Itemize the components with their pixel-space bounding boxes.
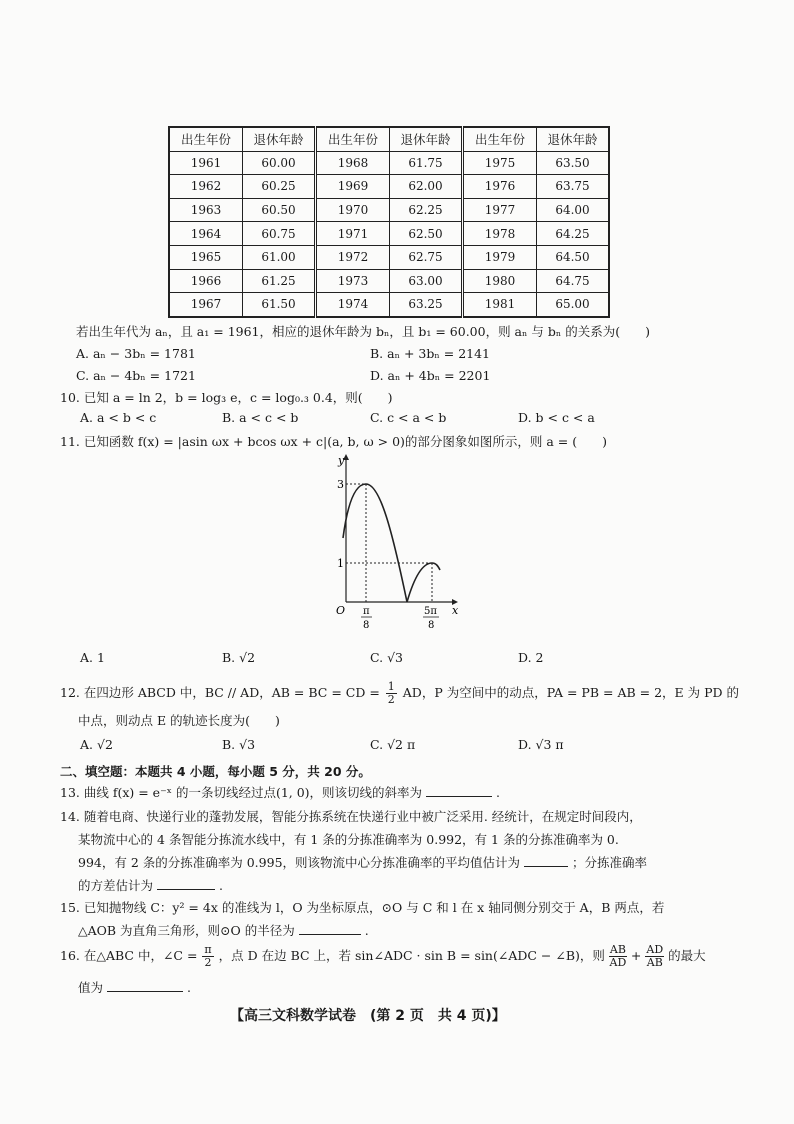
birth-year-cell: 1981 bbox=[463, 293, 537, 317]
q12-option-b: B. √3 bbox=[222, 737, 256, 752]
q12-frac-den: 2 bbox=[387, 693, 395, 706]
q9-stem: 若出生年代为 aₙ，且 a₁ = 1961，相应的退休年龄为 bₙ，且 b₁ = 60.00，则 aₙ 与 bₙ 的关系为( ) bbox=[76, 324, 650, 339]
q15-line2-pre: △AOB 为直角三角形，则⊙O 的半径为 bbox=[78, 923, 295, 938]
y-label: y bbox=[338, 454, 345, 467]
retirement-age-cell: 62.00 bbox=[390, 175, 463, 199]
table-header-row bbox=[169, 127, 609, 151]
birth-year-cell: 1965 bbox=[169, 245, 243, 269]
y-tick-1: 1 bbox=[337, 557, 344, 570]
q10-option-c: C. c < a < b bbox=[370, 410, 447, 425]
birth-year-cell: 1971 bbox=[316, 222, 390, 246]
q9-option-d: D. aₙ + 4bₙ = 2201 bbox=[370, 368, 491, 383]
q16-fraction-ad-ab bbox=[645, 944, 664, 969]
q11-function-graph bbox=[318, 452, 458, 642]
retirement-age-cell: 63.25 bbox=[390, 293, 463, 317]
table-row bbox=[169, 245, 609, 269]
q11-option-b: B. √2 bbox=[222, 650, 256, 665]
retirement-age-cell: 62.50 bbox=[390, 222, 463, 246]
q15-line2 bbox=[78, 921, 369, 939]
birth-year-cell: 1970 bbox=[316, 198, 390, 222]
q16-fraction-ab-ad bbox=[609, 944, 627, 969]
page-footer: 【高三文科数学试卷 (第 2 页 共 4 页)】 bbox=[230, 1008, 506, 1024]
retirement-age-cell: 60.00 bbox=[243, 151, 316, 175]
retirement-age-table bbox=[168, 126, 610, 318]
retirement-age-cell: 63.00 bbox=[390, 269, 463, 293]
table-header: 出生年份 bbox=[316, 127, 390, 151]
table-header: 出生年份 bbox=[463, 127, 537, 151]
section-2-heading: 二、填空题：本题共 4 小题，每小题 5 分，共 20 分。 bbox=[60, 764, 371, 779]
table-row bbox=[169, 198, 609, 222]
q14-line4 bbox=[78, 876, 223, 894]
birth-year-cell: 1968 bbox=[316, 151, 390, 175]
q15-line1: 15. 已知抛物线 C：y² = 4x 的准线为 l，O 为坐标原点，⊙O 与 C 和 l 在 x 轴同侧分别交于 A，B 两点，若 bbox=[60, 900, 665, 915]
q10-option-a: A. a < b < c bbox=[80, 410, 157, 425]
table-row bbox=[169, 175, 609, 199]
birth-year-cell: 1975 bbox=[463, 151, 537, 175]
retirement-age-cell: 64.00 bbox=[537, 198, 610, 222]
q10-option-b: B. a < c < b bbox=[222, 410, 299, 425]
table-header: 出生年份 bbox=[169, 127, 243, 151]
q16-f1-num: AB bbox=[609, 943, 626, 956]
birth-year-cell: 1973 bbox=[316, 269, 390, 293]
q12-line1-post: AD，P 为空间中的动点，PA = PB = AB = 2，E 为 PD 的 bbox=[402, 685, 740, 700]
q16-f1-den: AD bbox=[609, 956, 627, 969]
birth-year-cell: 1979 bbox=[463, 245, 537, 269]
retirement-age-cell: 62.75 bbox=[390, 245, 463, 269]
birth-year-cell: 1969 bbox=[316, 175, 390, 199]
q11-option-a: A. 1 bbox=[80, 650, 105, 665]
q14-mean-blank[interactable] bbox=[524, 854, 568, 867]
table-header: 退休年龄 bbox=[537, 127, 610, 151]
q14-variance-blank[interactable] bbox=[157, 877, 215, 890]
birth-year-cell: 1962 bbox=[169, 175, 243, 199]
q16-pre: 16. 在△ABC 中，∠C = bbox=[60, 948, 198, 963]
retirement-age-cell: 63.75 bbox=[537, 175, 610, 199]
birth-year-cell: 1966 bbox=[169, 269, 243, 293]
table-row bbox=[169, 222, 609, 246]
retirement-age-cell: 64.50 bbox=[537, 245, 610, 269]
q16-line2 bbox=[78, 978, 191, 996]
q9-option-a: A. aₙ − 3bₙ = 1781 bbox=[76, 346, 196, 361]
birth-year-cell: 1967 bbox=[169, 293, 243, 317]
q12-line2: 中点，则动点 E 的轨迹长度为( ) bbox=[78, 713, 280, 728]
retirement-age-cell: 61.75 bbox=[390, 151, 463, 175]
x-tick-5pi8-num: 5π bbox=[424, 606, 437, 617]
q14-line4-post: . bbox=[218, 878, 223, 893]
q11-option-c: C. √3 bbox=[370, 650, 403, 665]
q14-line2: 某物流中心的 4 条智能分拣流水线中，有 1 条的分拣准确率为 0.992，有 1 条的分拣准确率为 0. bbox=[78, 832, 619, 847]
q12-line1-pre: 12. 在四边形 ABCD 中，BC // AD，AB = BC = CD = bbox=[60, 685, 380, 700]
q11-stem: 11. 已知函数 f(x) = |asin ωx + bcos ωx + c|(a, b, ω > 0)的部分图象如图所示，则 a = ( ) bbox=[60, 434, 607, 449]
birth-year-cell: 1978 bbox=[463, 222, 537, 246]
q16-plus: + bbox=[630, 948, 642, 963]
retirement-age-cell: 64.25 bbox=[537, 222, 610, 246]
q16-max-blank[interactable] bbox=[107, 979, 183, 992]
table-header: 退休年龄 bbox=[390, 127, 463, 151]
q12-option-d: D. √3 π bbox=[518, 737, 564, 752]
table-header: 退休年龄 bbox=[243, 127, 316, 151]
birth-year-cell: 1976 bbox=[463, 175, 537, 199]
birth-year-cell: 1980 bbox=[463, 269, 537, 293]
q12-fraction bbox=[386, 681, 397, 706]
birth-year-cell: 1964 bbox=[169, 222, 243, 246]
q11-option-d: D. 2 bbox=[518, 650, 544, 665]
birth-year-cell: 1972 bbox=[316, 245, 390, 269]
q13 bbox=[60, 783, 500, 801]
x-tick-pi8-den: 8 bbox=[363, 620, 370, 631]
q10-stem: 10. 已知 a = ln 2，b = log₃ e，c = log₀.₃ 0.4，则( ) bbox=[60, 390, 393, 405]
origin-label: O bbox=[336, 604, 346, 617]
retirement-age-cell: 64.75 bbox=[537, 269, 610, 293]
q10-option-d: D. b < c < a bbox=[518, 410, 595, 425]
q16-angle-fraction bbox=[202, 944, 213, 969]
retirement-age-cell: 63.50 bbox=[537, 151, 610, 175]
q16-line2-post: . bbox=[186, 980, 191, 995]
q14-line4-pre: 的方差估计为 bbox=[78, 878, 154, 893]
x-tick-5pi8-den: 8 bbox=[428, 620, 435, 631]
q14-line3 bbox=[78, 853, 647, 871]
retirement-age-cell: 65.00 bbox=[537, 293, 610, 317]
q16-mid: ，点 D 在边 BC 上，若 sin∠ADC · sin B = sin(∠ADC − ∠B)，则 bbox=[218, 948, 605, 963]
birth-year-cell: 1974 bbox=[316, 293, 390, 317]
q12-option-c: C. √2 π bbox=[370, 737, 416, 752]
retirement-age-cell: 62.25 bbox=[390, 198, 463, 222]
y-tick-3: 3 bbox=[337, 478, 344, 491]
q14-line3-pre: 994，有 2 条的分拣准确率为 0.995，则该物流中心分拣准确率的平均值估计为 bbox=[78, 855, 521, 870]
q14-line3-post: ；分拣准确率 bbox=[572, 855, 648, 870]
x-label: x bbox=[452, 604, 458, 617]
q16-c-num: π bbox=[204, 943, 212, 956]
retirement-age-cell: 61.00 bbox=[243, 245, 316, 269]
retirement-age-cell: 60.50 bbox=[243, 198, 316, 222]
table-row bbox=[169, 151, 609, 175]
q13-end: . bbox=[496, 785, 501, 800]
birth-year-cell: 1961 bbox=[169, 151, 243, 175]
retirement-age-cell: 61.50 bbox=[243, 293, 316, 317]
birth-year-cell: 1963 bbox=[169, 198, 243, 222]
q13-text: 13. 曲线 f(x) = e⁻ˣ 的一条切线经过点(1, 0)，则该切线的斜率为 bbox=[60, 785, 423, 800]
q12-line1 bbox=[60, 681, 739, 706]
q13-answer-blank[interactable] bbox=[426, 784, 492, 797]
q14-line1: 14. 随着电商、快递行业的蓬勃发展，智能分拣系统在快递行业中被广泛采用. 经统计，在规定时间段内， bbox=[60, 809, 642, 824]
q15-radius-blank[interactable] bbox=[299, 922, 361, 935]
q16-c-den: 2 bbox=[204, 956, 212, 969]
q12-option-a: A. √2 bbox=[80, 737, 113, 752]
birth-year-cell: 1977 bbox=[463, 198, 537, 222]
function-curve bbox=[343, 484, 440, 602]
x-tick-pi8-num: π bbox=[363, 606, 370, 617]
q16-line2-pre: 值为 bbox=[78, 980, 104, 995]
retirement-age-cell: 60.75 bbox=[243, 222, 316, 246]
retirement-age-cell: 60.25 bbox=[243, 175, 316, 199]
q15-line2-post: . bbox=[364, 923, 369, 938]
table-row bbox=[169, 293, 609, 317]
q16-f2-num: AD bbox=[646, 943, 664, 956]
q9-option-c: C. aₙ − 4bₙ = 1721 bbox=[76, 368, 196, 383]
retirement-age-cell: 61.25 bbox=[243, 269, 316, 293]
q12-frac-num: 1 bbox=[387, 680, 395, 693]
q16-post: 的最大 bbox=[668, 948, 706, 963]
table-row bbox=[169, 269, 609, 293]
q16-f2-den: AB bbox=[646, 956, 663, 969]
q9-option-b: B. aₙ + 3bₙ = 2141 bbox=[370, 346, 491, 361]
q16-line1 bbox=[60, 944, 706, 969]
